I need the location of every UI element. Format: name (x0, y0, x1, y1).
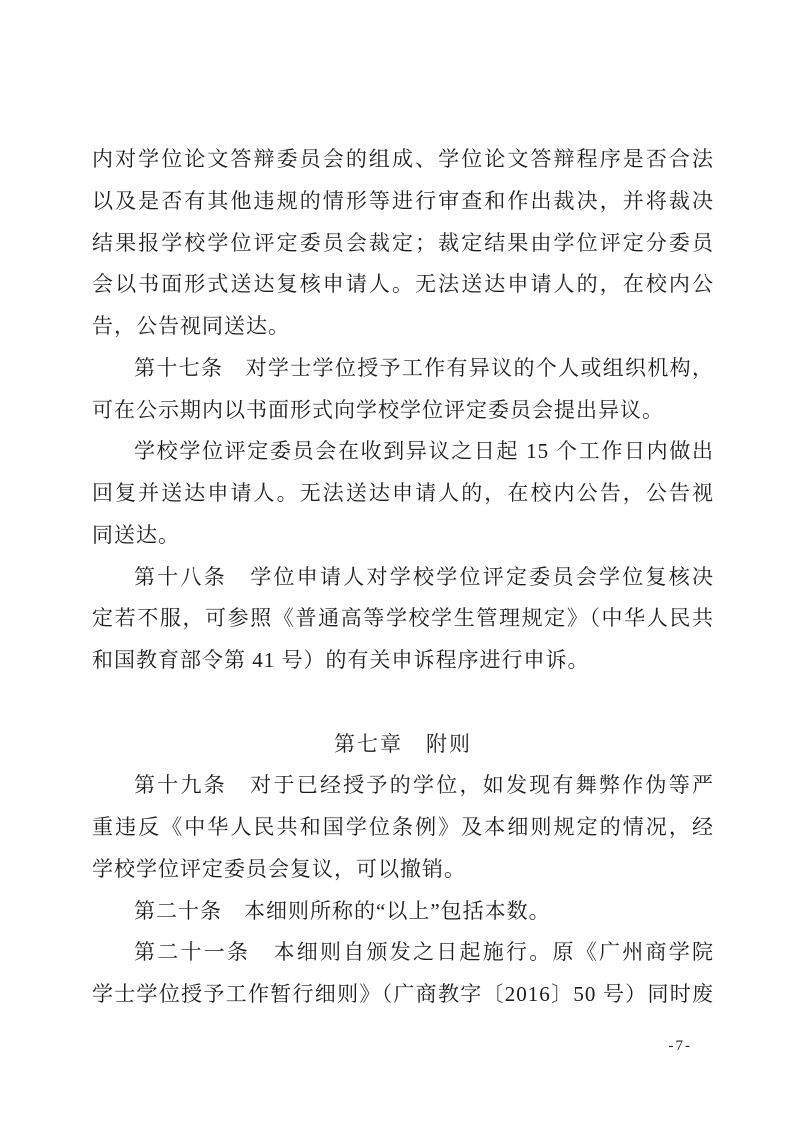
blank-line (92, 682, 714, 724)
article-18-line: 第十八条 学位申请人对学校学位评定委员会学位复核决 (134, 564, 714, 589)
article-19-line: 第十九条 对于已经授予的学位，如发现有舞弊作伪等严 (134, 773, 714, 798)
document-line: 学校学位评定委员会在收到异议之日起 15 个工作日内做出 (134, 439, 714, 464)
document-line: 学校学位评定委员会复议，可以撤销。 (92, 856, 466, 881)
document-line: 定若不服，可参照《普通高等学校学生管理规定》（中华人民共 (92, 606, 714, 631)
document-line: 重违反《中华人民共和国学位条例》及本细则规定的情况，经 (92, 815, 714, 839)
document-line: 回复并送达申请人。无法送达申请人的，在校内公告，公告视 (92, 481, 714, 505)
page-number: -7- (668, 1038, 692, 1054)
document-line: 告，公告视同送达。 (92, 314, 290, 338)
document-line: 以及是否有其他违规的情形等进行审查和作出裁决，并将裁决 (92, 188, 714, 213)
document-body (92, 139, 714, 1016)
document-line: 会以书面形式送达复核申请人。无法送达申请人的，在校内公 (92, 272, 714, 297)
document-line: 内对学位论文答辩委员会的组成、学位论文答辩程序是否合法 (92, 147, 714, 171)
document-line: 和国教育部令第 41 号）的有关申诉程序进行申诉。 (92, 648, 590, 672)
document-line: 结果报学校学位评定委员会裁定；裁定结果由学位评定分委员 (92, 230, 714, 255)
document-line: 同送达。 (92, 522, 180, 547)
article-21-line: 第二十一条 本细则自颁发之日起施行。原《广州商学院 (134, 940, 714, 965)
document-line: 可在公示期内以书面形式向学校学位评定委员会提出异议。 (92, 397, 664, 422)
chapter-heading: 第七章 附则 (334, 731, 472, 756)
document-line: 学士学位授予工作暂行细则》（广商教字〔2016〕50 号）同时废 (92, 982, 714, 1006)
article-17-line: 第十七条 对学士学位授予工作有异议的个人或组织机构， (134, 355, 714, 380)
article-20-line: 第二十条 本细则所称的“以上”包括本数。 (134, 898, 551, 923)
